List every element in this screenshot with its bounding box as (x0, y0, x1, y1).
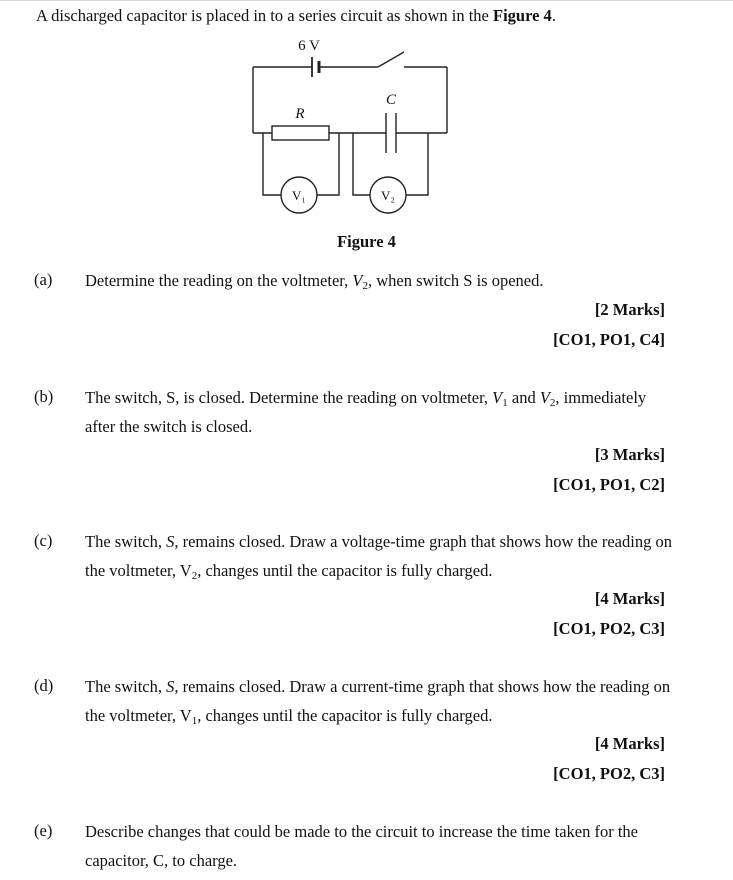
question-d-text: The switch, S, remains closed. Draw a current-time graph that shows how the reading on the voltmeter, $V_1$, changes until the capacitor is fully charged. (85, 677, 671, 727)
question-e-label: (e) (34, 821, 53, 840)
question-a-text: Determine the reading on the voltmeter, $V_2$, when switch S is opened. (85, 271, 544, 292)
v2-lead-right (406, 133, 428, 195)
question-b-label: (b) (34, 387, 54, 406)
question-c-outcomes: [CO1, PO2, C3] (553, 619, 665, 638)
intro-sentence: A discharged capacitor is placed in to a series circuit as shown in the (36, 6, 493, 25)
question-a-marks: [2 Marks] (594, 300, 665, 319)
v1-lead-right (317, 133, 339, 195)
switch-lever (378, 52, 404, 67)
question-c-text: The switch, S, remains closed. Draw a voltage-time graph that shows how the reading on the voltmeter, $V_2$, changes until the capacitor is fully charged. (85, 532, 672, 582)
question-a-outcomes: [CO1, PO1, C4] (553, 330, 665, 349)
question-b-outcomes: [CO1, PO1, C2] (553, 475, 665, 494)
resistor-label: R (295, 106, 305, 122)
figure-reference: Figure 4 (492, 6, 552, 25)
figure-caption: Figure 4 (337, 232, 396, 251)
question-e-text: Describe changes that could be made to the circuit to increase the time taken for the capacitor, C, to charge. (85, 822, 638, 870)
question-d-label: (d) (34, 676, 54, 695)
question-d-marks: [4 Marks] (594, 734, 665, 753)
intro-end: . (551, 6, 556, 25)
voltmeter-v1-label: V₁ (292, 188, 306, 203)
capacitor-label: C (385, 92, 397, 108)
question-a-label: (a) (34, 270, 53, 289)
v2-lead-left (353, 133, 370, 195)
circuit-diagram (0, 0, 733, 230)
voltmeter-v2-label: V₂ (381, 188, 395, 203)
question-c-label: (c) (34, 531, 53, 550)
resistor (272, 126, 329, 140)
question-d-outcomes: [CO1, PO2, C3] (553, 764, 665, 783)
question-b-text: The switch, S, is closed. Determine the reading on voltmeter, $V_1$ and $V_2$, immediately after the switch is closed. (85, 388, 647, 436)
question-b-marks: [3 Marks] (594, 445, 665, 464)
battery-label: 6 V (298, 38, 320, 54)
question-c-marks: [4 Marks] (594, 589, 665, 608)
v1-lead-left (263, 133, 281, 195)
